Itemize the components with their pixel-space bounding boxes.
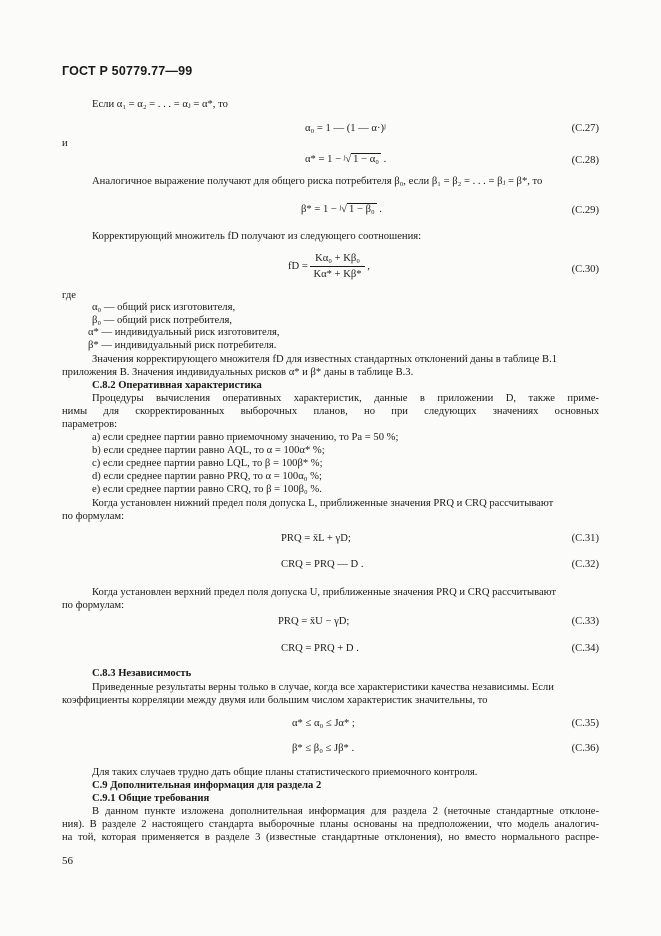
paragraph-upper-line2: по формулам: (62, 600, 125, 611)
paragraph-values-line1: Значения корректирующего множителя fD для известных стандартных отклонений даны в таблице В.1 (92, 354, 558, 365)
equation-number-c33: (C.33) (571, 616, 599, 627)
paragraph-independence-line2: коэффициенты корреляции между двумя или большим числом характеристик значительны, то (62, 695, 488, 706)
equation-number-c29: (C.29) (571, 205, 599, 216)
equation-number-c30: (C.30) (571, 264, 599, 275)
equation-c29 (301, 203, 382, 216)
equation-number-c32: (C.32) (571, 559, 599, 570)
paragraph-lower-line2: по формулам: (62, 511, 125, 522)
list-item: a) если среднее партии равно приемочному значению, то Pa = 50 %; (92, 432, 399, 443)
paragraph-final-line2: ния). В разделе 2 настоящего стандарта выборочные планы основаны на предположении, что модель аналогич- (62, 819, 599, 830)
equation-c35: α* ≤ α₀ ≤ Jα* ; (292, 718, 355, 729)
paragraph-final-line1: В данном пункте изложена дополнительная информация для раздела 2 (неточные стандартные отклоне- (92, 806, 599, 817)
fraction-numerator: Kα₀ + Kβ₀ (310, 252, 364, 267)
radical-sign: ʲ√ (343, 154, 352, 165)
where-word: где (62, 290, 76, 301)
paragraph-consumer: Аналогичное выражение получают для общего риска потребителя β₀, если β₁ = β₂ = . . . = βⱼ = β*, то (92, 176, 543, 187)
equation-number-c27: (C.27) (571, 123, 599, 134)
definition-item: α₀ — общий риск изготовителя, (92, 302, 236, 313)
equation-number-c28: (C.28) (571, 155, 599, 166)
list-item: e) если среднее партии равно CRQ, то β = 100β₀ %. (92, 484, 322, 495)
paragraph-values-line2: приложения В. Значения индивидуальных рисков α* и β* даны в таблице В.3. (62, 367, 414, 378)
equation-number-c31: (C.31) (571, 533, 599, 544)
definition-item: β* — индивидуальный риск потребителя. (88, 340, 277, 351)
paragraph-oc-line2: нимы для скорректированных выборочных планов, но при следующих значениях основных (62, 406, 599, 417)
paragraph-final-line3: на той, которая применяется в разделе 3 (известные стандартные отклонения), но вместо нормального распре- (62, 832, 599, 843)
equation-c28 (305, 153, 386, 166)
equation-c29-tail: . (376, 204, 382, 215)
equation-c36: β* ≤ β₀ ≤ Jβ* . (292, 743, 355, 754)
paragraph-such-cases: Для таких случаев трудно дать общие планы статистического приемочного контроля. (92, 767, 478, 778)
equation-c28-lhs: α* = 1 − (305, 154, 344, 165)
list-item: b) если среднее партии равно AQL, то α = 100α* %; (92, 445, 325, 456)
equation-c30 (288, 252, 370, 281)
list-item: d) если среднее партии равно PRQ, то α = 100α₀ %; (92, 471, 322, 482)
radicand: 1 − β₀ (349, 204, 375, 215)
paragraph-independence-line1: Приведенные результаты верны только в случае, когда все характеристики качества независимы. Если (92, 682, 554, 693)
fraction-denominator: Kα* + Kβ* (313, 269, 362, 280)
radical-sign: ʲ√ (339, 204, 347, 215)
equation-number-c36: (C.36) (571, 743, 599, 754)
equation-c32: CRQ = PRQ — D . (281, 559, 364, 570)
paragraph-correction: Корректирующий множитель fD получают из следующего соотношения: (92, 231, 422, 242)
equation-number-c35: (C.35) (571, 718, 599, 729)
and-word: и (62, 138, 68, 149)
section-heading-c91: С.9.1 Общие требования (92, 793, 210, 804)
section-heading-c82: С.8.2 Оперативная характеристика (92, 380, 262, 391)
standard-id: ГОСТ Р 50779.77—99 (62, 64, 193, 78)
list-item: c) если среднее партии равно LQL, то β = 100β* %; (92, 458, 323, 469)
equation-c28-tail: . (380, 154, 387, 165)
paragraph-if-alpha: Если α₁ = α₂ = . . . = αⱼ = α*, то (92, 99, 228, 110)
equation-c34: CRQ = PRQ + D . (281, 643, 359, 654)
definition-item: β₀ — общий риск потребителя, (92, 315, 233, 326)
equation-c30-tail: , (364, 261, 370, 272)
paragraph-oc-line1: Процедуры вычисления оперативных характеристик, данные в приложении D, также приме- (92, 393, 599, 404)
root-symbol (340, 203, 377, 216)
definition-item: α* — индивидуальный риск изготовителя, (88, 327, 280, 338)
equation-c33: PRQ = x̄U − γD; (278, 616, 350, 627)
page-number: 56 (62, 855, 73, 867)
paragraph-upper-line1: Когда установлен верхний предел поля допуска U, приближенные значения PRQ и CRQ рассчитывают (92, 587, 557, 598)
radicand: 1 − α₀ (353, 154, 379, 165)
equation-c27: α₀ = 1 — (1 — α·)ʲ (305, 123, 386, 134)
equation-c31: PRQ = x̄L + γD; (281, 533, 351, 544)
paragraph-lower-line1: Когда установлен нижний предел поля допуска L, приближенные значения PRQ и CRQ рассчитывают (92, 498, 554, 509)
equation-c29-lhs: β* = 1 − (301, 204, 340, 215)
section-heading-c9: С.9 Дополнительная информация для раздела 2 (92, 780, 322, 791)
paragraph-oc-line3: параметров: (62, 419, 118, 430)
fraction (310, 252, 364, 281)
section-heading-c83: С.8.3 Независимость (92, 668, 192, 679)
equation-number-c34: (C.34) (571, 643, 599, 654)
equation-c30-lhs: fD = (288, 261, 308, 272)
root-symbol (344, 153, 381, 166)
